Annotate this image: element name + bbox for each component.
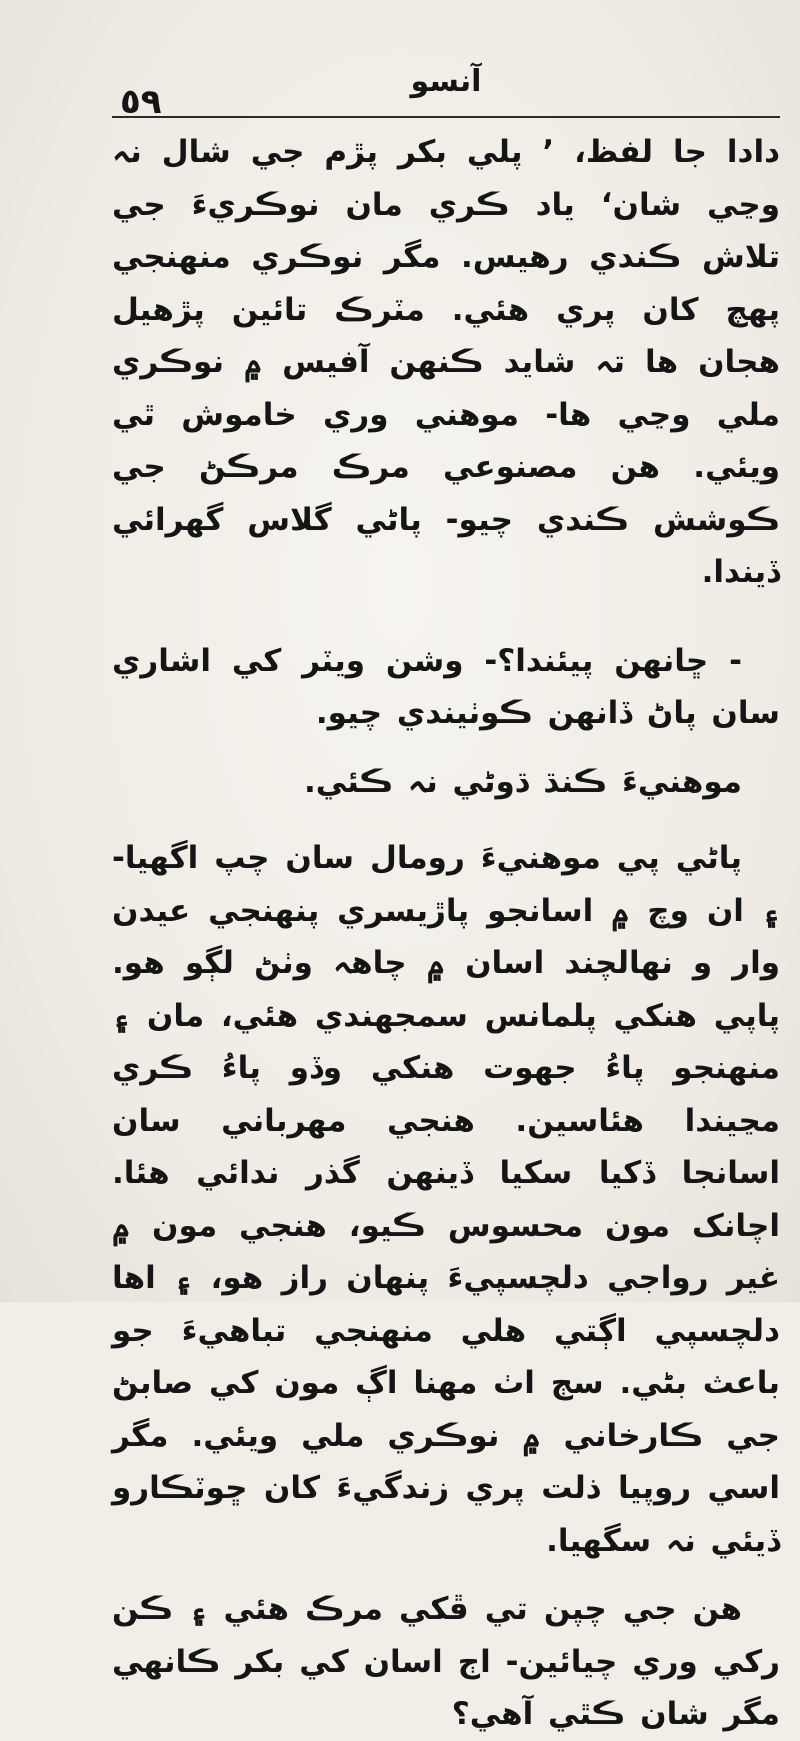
paragraph-4: پاڻي پي موهنيءَ رومال سان چپ اگهيا- ۽ ان وچ ۾ اسانجو پاڙيسري پنهنجي عيدن وار و نهالچند اسان ۾ چاهہ وٺڻ لڳو هو. پاپي هنکي پلمانس سمجهندي هئي، مان ۽ منهنجو پاءُ جهوت هنکي وڏو پاءُ ڪري مڃيندا هئاسين. هنجي مهرباني سان اسانجا ڏکيا سکيا ڏينهن گذر ندائي هئا. اچانک مون محسوس ڪيو، هنجي مون ۾ غير رواجي دلچسپيءَ پنهان راز هو، ۽ اها دلچسپي اڳتي هلي منهنجي تباهيءَ جو باعث بڻي. سڄ اٺ مهنا اڳ مون کي صابڻ جي ڪارخاني ۾ نوڪري ملي ويئي. مگر اسي روپيا ذلت پري زندگيءَ کان ڇوٽڪارو ڏيئي نہ سگهيا. [112, 840, 780, 1559]
paragraph-5: هن جي چپن تي ڦکي مرڪ هئي ۽ ڪن رکي وري چيائين- اڄ اسان کي بکر ڪانهي مگر شان ڪٿي آهي؟ [112, 1591, 780, 1732]
paragraph-1: دادا جا لفظ، ’ پلي بکر پڙم جي شال نہ وڃي شان‘ ياد ڪري مان نوڪريءَ جي تلاش ڪندي رهيس. مگر نوڪري منهنجي پهچ کان پري هئي. مٽرڪ تائين پڙهيل هجان ها تہ شايد ڪنهن آفيس ۾ نوڪري ملي وڃي ها- موهني وري خاموش ٿي ويئي. هن مصنوعي مرڪ مرڪڻ جي ڪوشش ڪندي چيو- پاڻي گلاس گهرائي ڏيندا. [112, 134, 780, 590]
page-number: ٥٩ [120, 82, 162, 122]
header-rule [112, 116, 780, 118]
paragraph-2: - ڇانهن پيئندا؟- وشن ويٽر کي اشاري سان پاڻ ڏانهن ڪوٺيندي چيو. [112, 642, 780, 731]
body-text [112, 126, 780, 1741]
running-title: آنسو [410, 64, 482, 99]
paragraph-3: موهنيءَ ڪنڌ ڌوڻي نہ ڪئي. [304, 763, 742, 800]
page-header [112, 58, 780, 120]
